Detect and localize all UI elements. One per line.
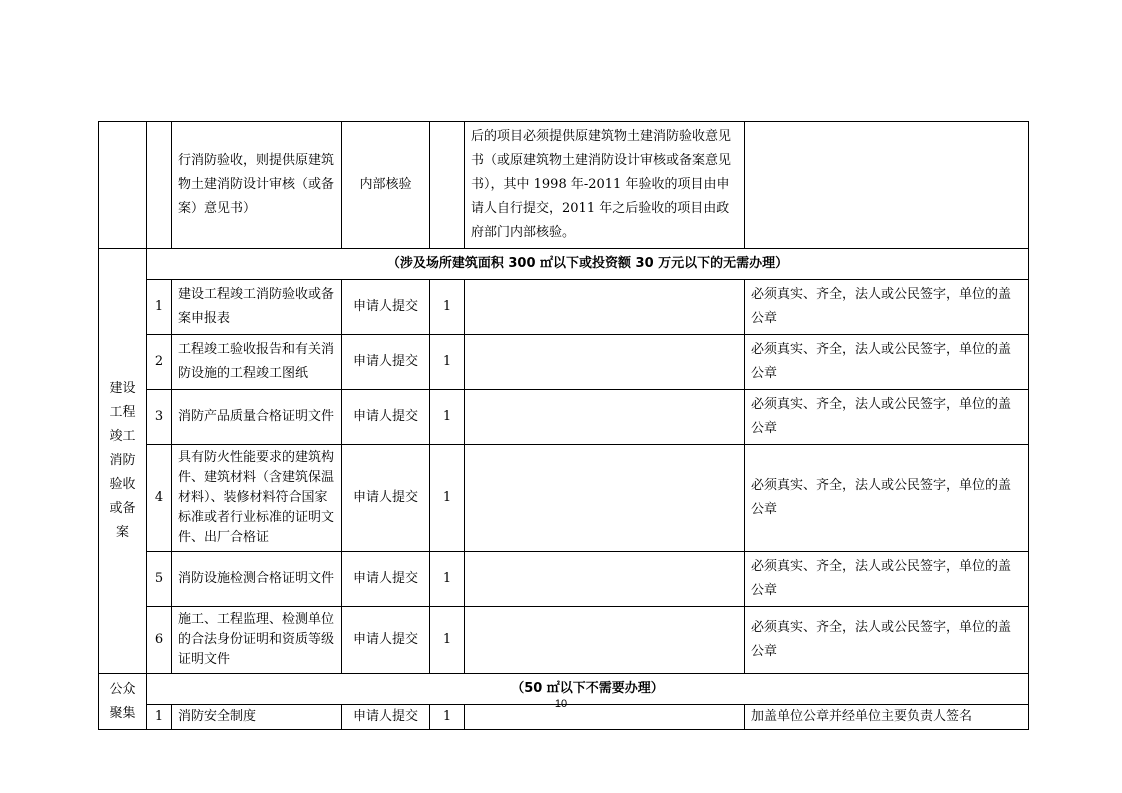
category-cell: 公众聚集: [99, 674, 147, 730]
count-cell: 1: [430, 552, 465, 607]
row-number: 6: [147, 607, 172, 674]
material-cell: 工程竣工验收报告和有关消防设施的工程竣工图纸: [172, 335, 342, 390]
row-number: 1: [147, 705, 172, 730]
requirement-cell: 必须真实、齐全，法人或公民签字，单位的盖公章: [745, 335, 1029, 390]
submit-method-cell: 申请人提交: [342, 390, 430, 445]
row-number: 4: [147, 445, 172, 552]
table-row: [99, 390, 1029, 445]
table-row: [99, 122, 1029, 249]
material-cell: 建设工程竣工消防验收或备案申报表: [172, 280, 342, 335]
table-row: [99, 552, 1029, 607]
count-cell: 1: [430, 445, 465, 552]
material-cell: 施工、工程监理、检测单位的合法身份证明和资质等级证明文件: [172, 607, 342, 674]
note-cell: [465, 390, 745, 445]
row-number: 3: [147, 390, 172, 445]
submit-method-cell: 内部核验: [342, 122, 430, 249]
number-cell-empty: [147, 122, 172, 249]
submit-method-cell: 申请人提交: [342, 335, 430, 390]
table-row: [99, 335, 1029, 390]
count-cell-empty: [430, 122, 465, 249]
material-cell: 消防设施检测合格证明文件: [172, 552, 342, 607]
requirement-cell-empty: [745, 122, 1029, 249]
row-number: 5: [147, 552, 172, 607]
row-number: 1: [147, 280, 172, 335]
requirement-cell: 必须真实、齐全，法人或公民签字，单位的盖公章: [745, 280, 1029, 335]
count-cell: 1: [430, 607, 465, 674]
table-row: [99, 445, 1029, 552]
section-banner: （涉及场所建筑面积 300 ㎡以下或投资额 30 万元以下的无需办理）: [147, 249, 1029, 280]
section-banner-row: [99, 249, 1029, 280]
count-cell: 1: [430, 335, 465, 390]
page-number: 10: [554, 698, 568, 710]
note-cell: 后的项目必须提供原建筑物土建消防验收意见书（或原建筑物土建消防设计审核或备案意见书），其中 1998 年-2011 年验收的项目由申请人自行提交，2011 年之后验收的项目由政府部门内部核验。: [465, 122, 745, 249]
table-row: [99, 607, 1029, 674]
requirements-table: [98, 121, 1029, 730]
count-cell: 1: [430, 390, 465, 445]
count-cell: 1: [430, 280, 465, 335]
requirement-cell: 必须真实、齐全，法人或公民签字，单位的盖公章: [745, 607, 1029, 674]
material-cell: 行消防验收，则提供原建筑物土建消防设计审核（或备案）意见书）: [172, 122, 342, 249]
row-number: 2: [147, 335, 172, 390]
material-cell: 消防安全制度: [172, 705, 342, 730]
submit-method-cell: 申请人提交: [342, 445, 430, 552]
category-cell-empty: [99, 122, 147, 249]
submit-method-cell: 申请人提交: [342, 607, 430, 674]
submit-method-cell: 申请人提交: [342, 552, 430, 607]
table-row: [99, 280, 1029, 335]
section-banner: （50 ㎡以下不需要办理）: [147, 674, 1029, 705]
note-cell: [465, 552, 745, 607]
note-cell: [465, 280, 745, 335]
category-cell: 建设工程竣工消防验收或备案: [99, 249, 147, 674]
submit-method-cell: 申请人提交: [342, 705, 430, 730]
requirement-cell: 必须真实、齐全，法人或公民签字，单位的盖公章: [745, 390, 1029, 445]
material-cell: 消防产品质量合格证明文件: [172, 390, 342, 445]
requirement-cell: 必须真实、齐全，法人或公民签字，单位的盖公章: [745, 445, 1029, 552]
requirement-cell: 必须真实、齐全，法人或公民签字，单位的盖公章: [745, 552, 1029, 607]
material-cell: 具有防火性能要求的建筑构件、建筑材料（含建筑保温材料）、装修材料符合国家标准或者行业标准的证明文件、出厂合格证: [172, 445, 342, 552]
note-cell: [465, 607, 745, 674]
submit-method-cell: 申请人提交: [342, 280, 430, 335]
count-cell: 1: [430, 705, 465, 730]
requirement-cell: 加盖单位公章并经单位主要负责人签名: [745, 705, 1029, 730]
note-cell: [465, 335, 745, 390]
note-cell: [465, 445, 745, 552]
